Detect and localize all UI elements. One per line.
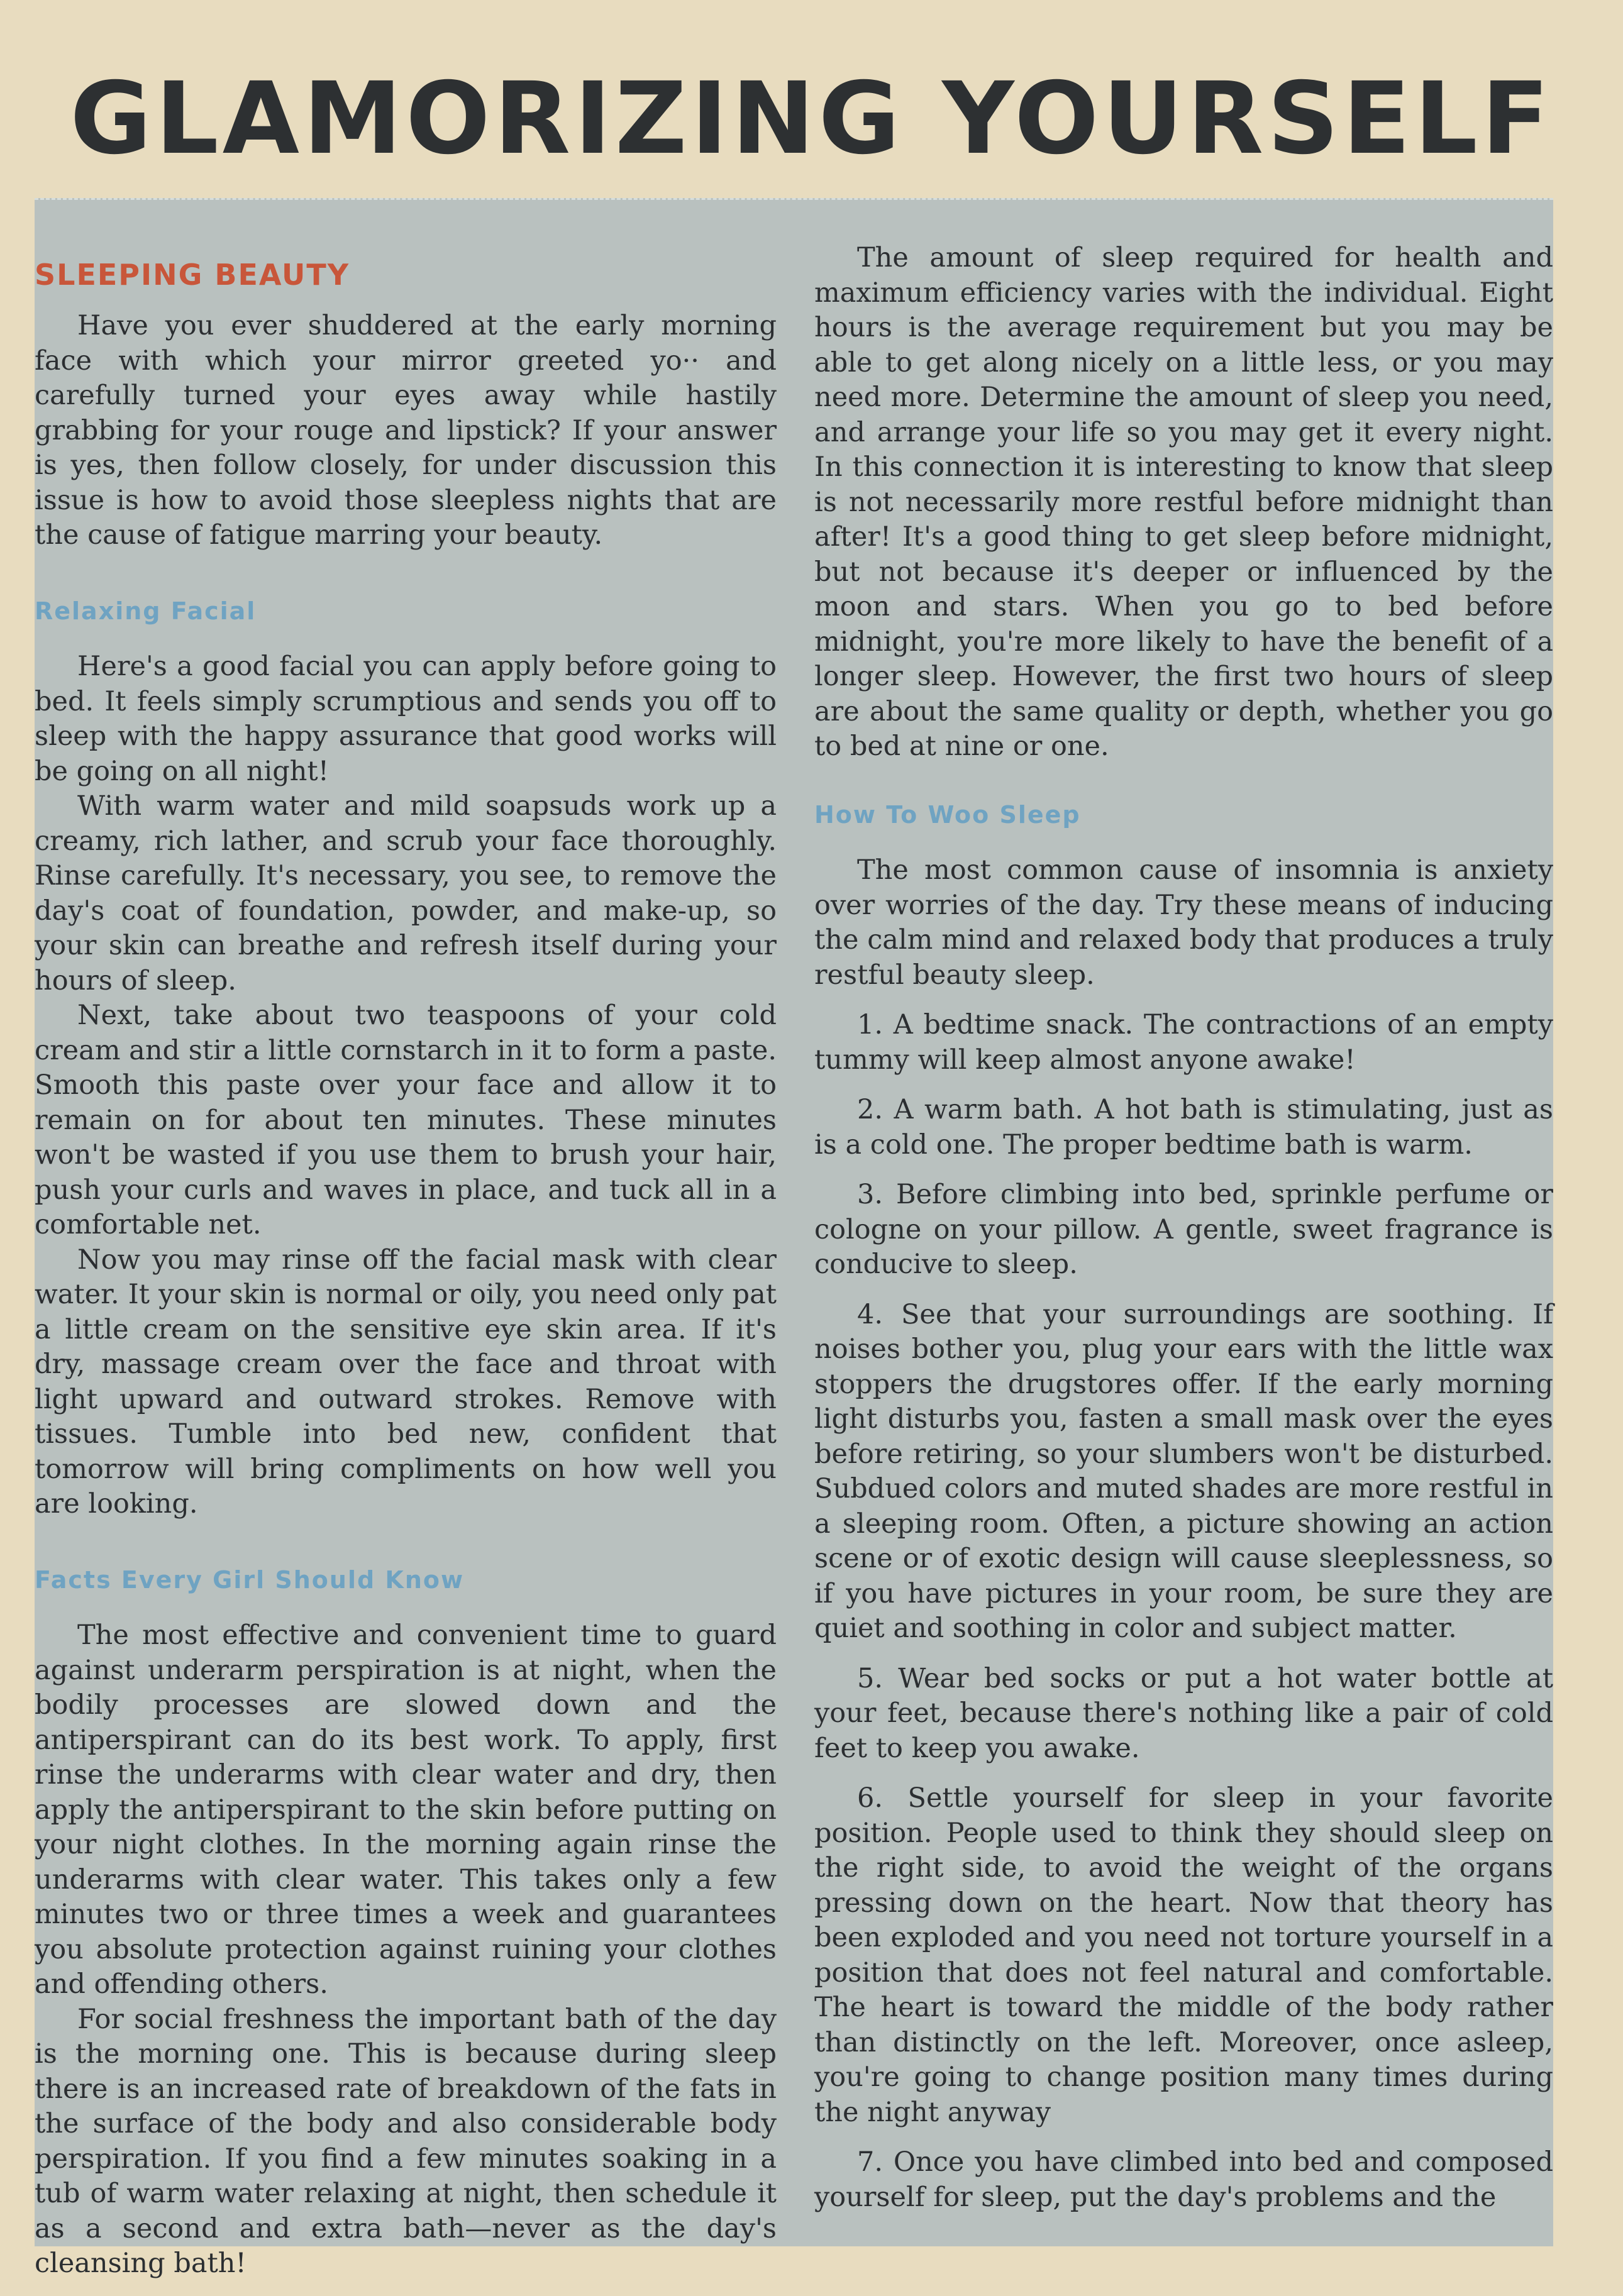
list-item: 7. Once you have climbed into bed and composed yourself for sleep, put the day's problems and the: [814, 2146, 1553, 2213]
section-heading-facts: Facts Every Girl Should Know: [35, 1565, 465, 1594]
left-column: [35, 244, 777, 2282]
sleep-amount-paragraph: The amount of sleep required for health and maximum efficiency varies with the individual. Eight hours is the average requirement but you may be able to get along nicely on a little less, or you may need more. Determine the amount of sleep you need, and arrange your life so you may get it every night. In this connection it is interesting to know that sleep is not necessarily more restful before midnight than after! It's a good thing to get sleep before midnight, but not because it's deeper or influenced by the moon and stars. When you go to bed before midnight, you're more likely to have the benefit of a longer sleep. However, the first two hours of sleep are about the same quality or depth, whether you go to bed at nine or one.: [814, 242, 1553, 762]
lead-paragraph: The most common cause of insomnia is anxiety over worries of the day. Try these means of inducing the calm mind and relaxed body that produces a truly restful beauty sleep.: [814, 854, 1553, 991]
page-title: GLAMORIZING YOURSELF: [70, 61, 1553, 177]
intro-paragraph: Have you ever shuddered at the early morning face with which your mirror greeted yo·· and carefully turned your eyes away while hastily grabbing for your rouge and lipstick? If your answer is yes, then follow closely, for under discussion this issue is how to avoid those sleepless nights that are the cause of fatigue marring your beauty.: [35, 310, 777, 551]
list-item: 4. See that your surroundings are soothing. If noises bother you, plug your ears with the little wax stoppers the drugstores offer. If the early morning light disturbs you, fasten a small mask over the eyes before retiring, so your slumbers won't be disturbed. Subdued colors and muted shades are more restful in a sleeping room. Often, a picture showing an action scene or of exotic design will cause sleeplessness, so if you have pictures in your room, be sure they are quiet and soothing in color and subject matter.: [814, 1298, 1553, 1645]
section-heading-sleeping-beauty: SLEEPING BEAUTY: [35, 258, 350, 292]
list-item: 2. A warm bath. A hot bath is stimulating, just as is a cold one. The proper bedtime bath is warm.: [814, 1094, 1553, 1161]
section-heading-how-to-woo-sleep: How To Woo Sleep: [814, 800, 1081, 829]
right-column: [814, 241, 1553, 2215]
list-item: 5. Wear bed socks or put a hot water bottle at your feet, because there's nothing like a pair of cold feet to keep you awake.: [814, 1662, 1553, 1764]
paragraph: For social freshness the important bath of the day is the morning one. This is because during sleep there is an increased rate of breakdown of the fats in the surface of the body and also considerable body perspiration. If you find a few minutes soaking in a tub of warm water relaxing at night, then schedule it as a second and extra bath—never as the day's cleansing bath!: [35, 2003, 777, 2280]
paragraph: With warm water and mild soapsuds work up a creamy, rich lather, and scrub your face thoroughly. Rinse carefully. It's necessary, you see, to remove the day's coat of foundation, powder, and make-up, so your skin can breathe and refresh itself during your hours of sleep.: [35, 790, 777, 996]
list-item: 6. Settle yourself for sleep in your favorite position. People used to think they should sleep on the right side, to avoid the weight of the organs pressing down on the heart. Now that theory has been exploded and you need not torture yourself in a position that does not feel natural and comfortable. The heart is toward the middle of the body rather than distinctly on the left. Moreover, once asleep, you're going to change position many times during the night anyway: [814, 1782, 1553, 2128]
paragraph: The most effective and convenient time to guard against underarm perspiration is at night, when the bodily processes are slowed down and the antiperspirant can do its best work. To apply, first rinse the underarms with clear water and dry, then apply the antiperspirant to the skin before putting on your night clothes. In the morning again rinse the underarms with clear water. This takes only a few minutes two or three times a week and guarantees you absolute protection against ruining your clothes and offending others.: [35, 1620, 777, 2001]
list-item: 3. Before climbing into bed, sprinkle perfume or cologne on your pillow. A gentle, sweet fragrance is conducive to sleep.: [814, 1179, 1553, 1281]
paragraph: Now you may rinse off the facial mask with clear water. It your skin is normal or oily, you need only pat a little cream on the sensitive eye skin area. If it's dry, massage cream over the face and throat with light upward and outward strokes. Remove with tissues. Tumble into bed new, confident that tomorrow will bring compliments on how well you are looking.: [35, 1244, 777, 1520]
list-item: 1. A bedtime snack. The contractions of an empty tummy will keep almost anyone awake!: [814, 1009, 1553, 1076]
article-panel: [35, 198, 1553, 2280]
paragraph: Next, take about two teaspoons of your cold cream and stir a little cornstarch in it to form a paste. Smooth this paste over your face and allow it to remain on for about ten minutes. These minutes won't be wasted if you use them to brush your hair, push your curls and waves in place, and tuck all in a comfortable net.: [35, 1000, 777, 1241]
section-heading-relaxing-facial: Relaxing Facial: [35, 597, 257, 625]
paragraph: Here's a good facial you can apply before going to bed. It feels simply scrumptious and sends you off to sleep with the happy assurance that good works will be going on all night!: [35, 651, 777, 787]
